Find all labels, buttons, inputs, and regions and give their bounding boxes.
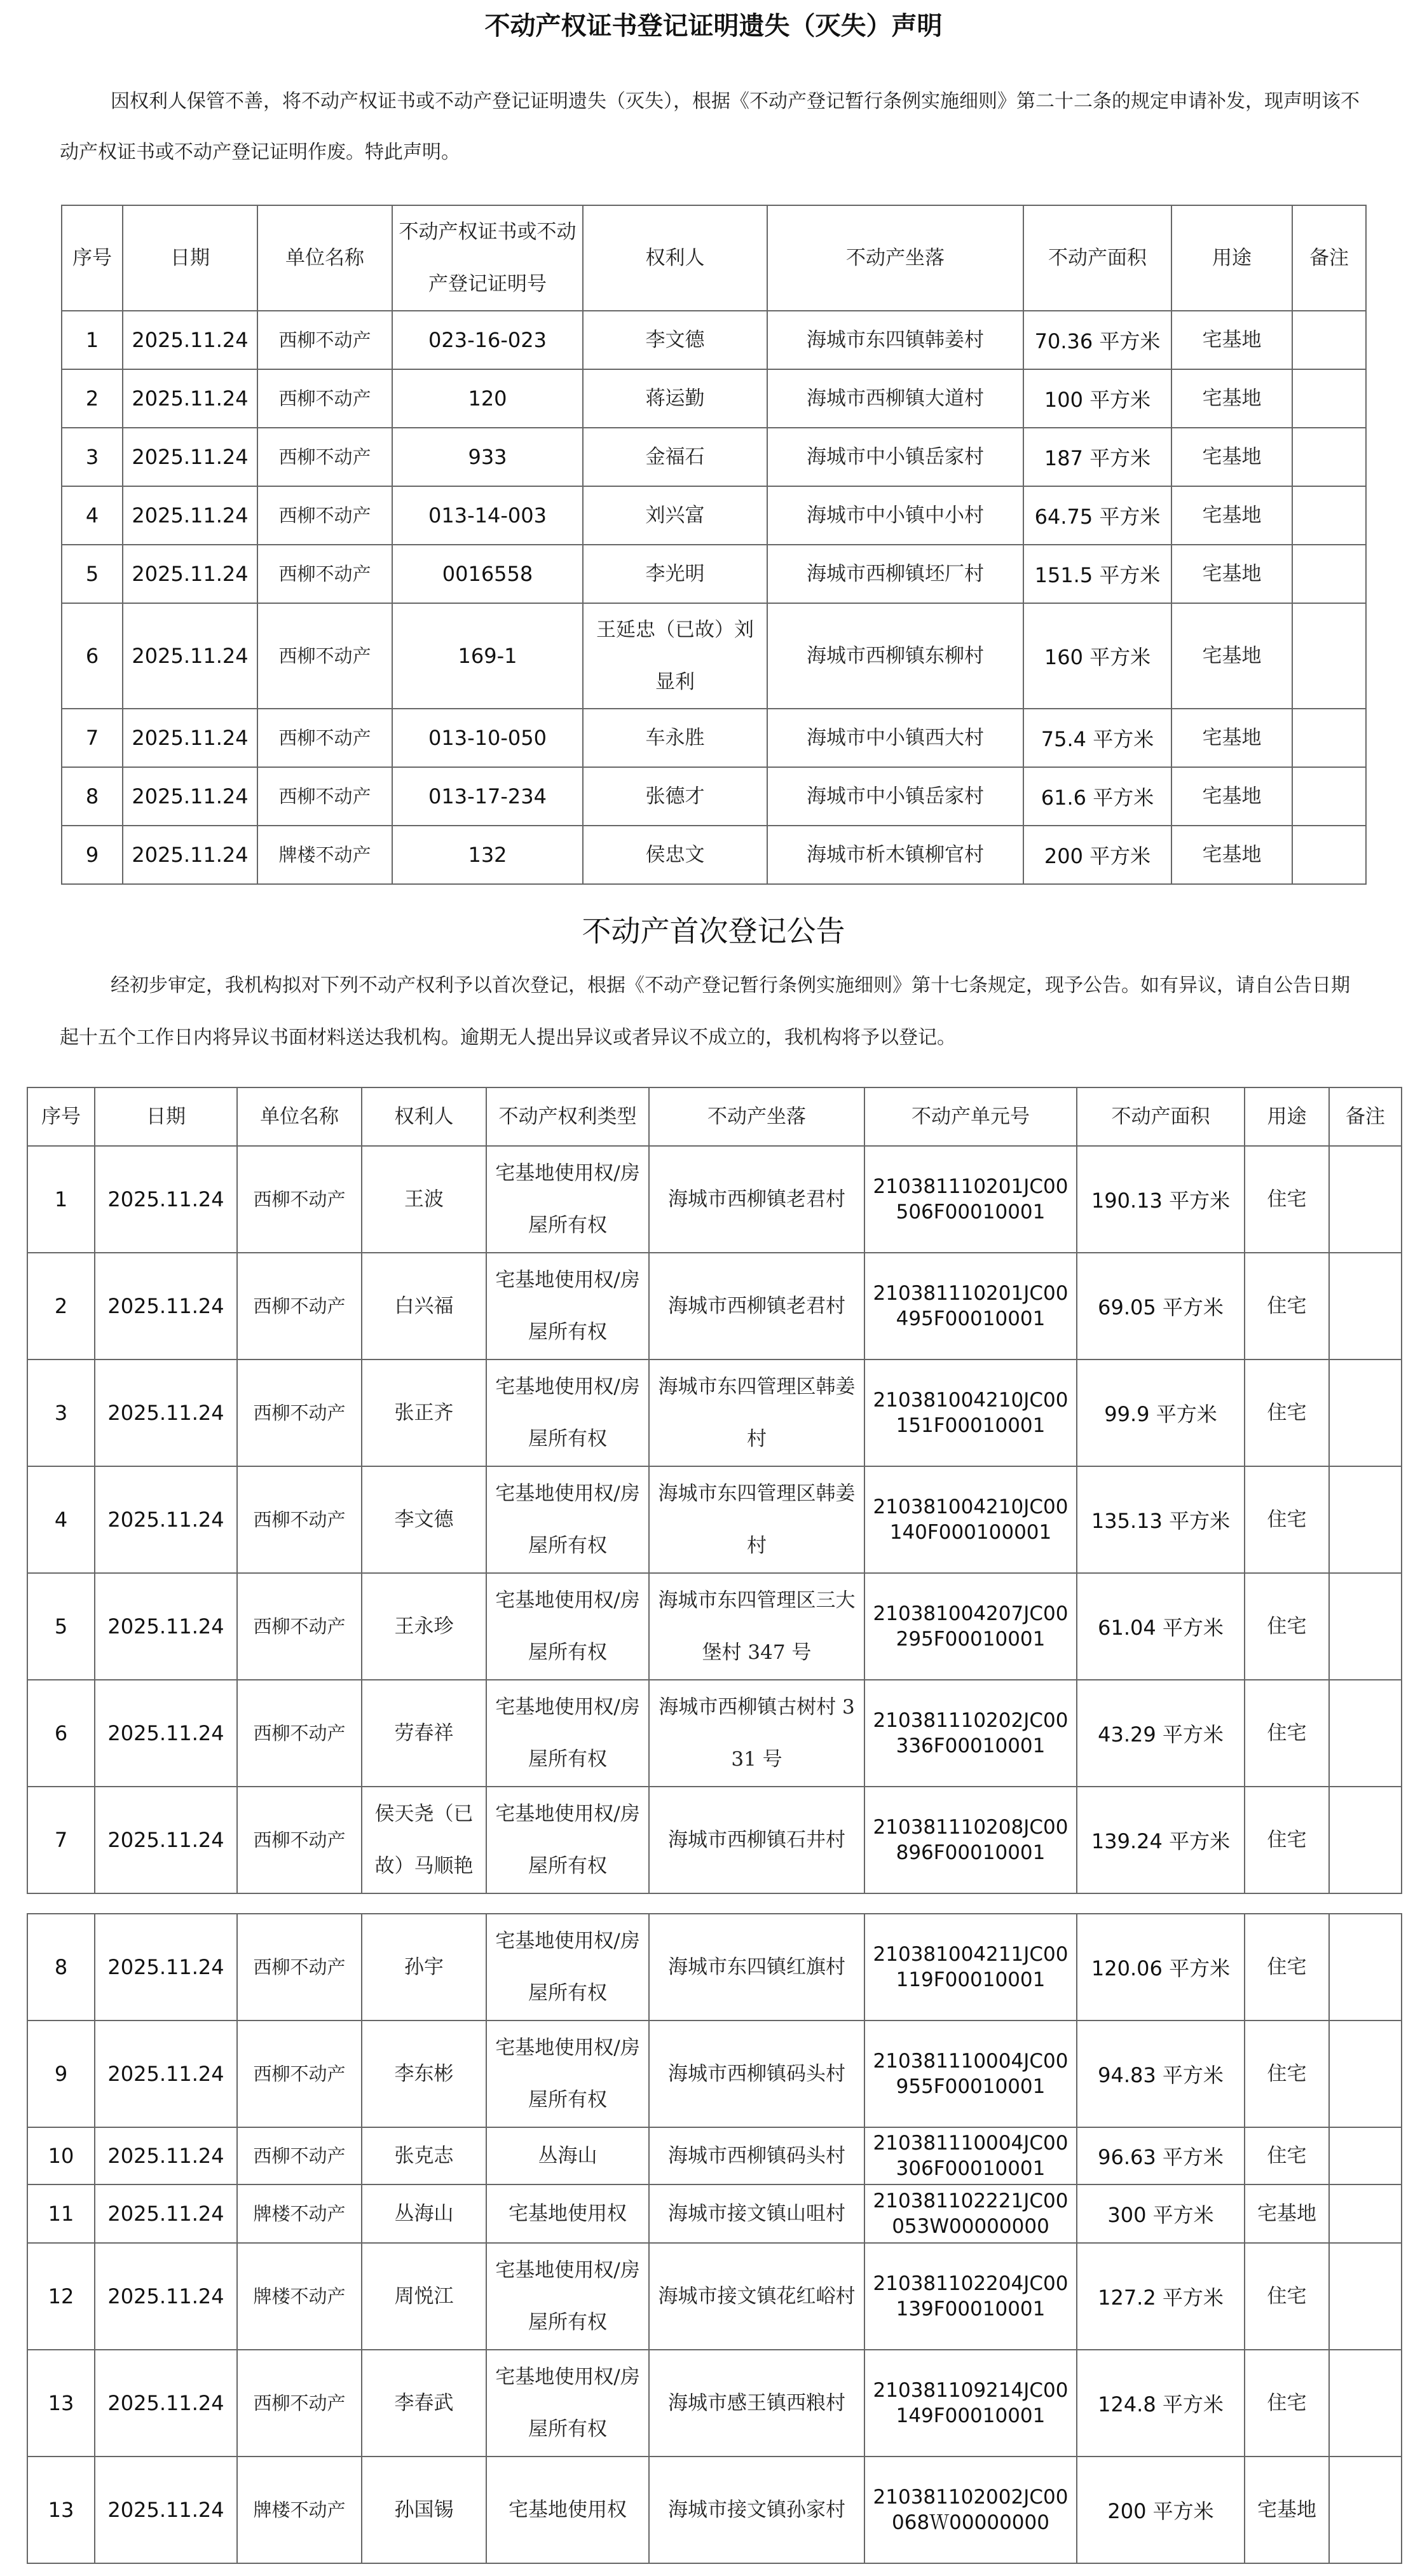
row-area: 124.8 平方米	[1077, 2350, 1245, 2457]
row-cert-number: 132	[392, 826, 583, 884]
row-date: 2025.11.24	[123, 428, 257, 486]
row-location: 海城市中小镇中小村	[767, 486, 1023, 545]
row-no: 8	[62, 767, 123, 826]
row-cert-number: 120	[392, 369, 583, 428]
row-right-type: 宅基地使用权/房屋所有权	[486, 1466, 649, 1573]
row-use: 宅基地	[1171, 603, 1292, 709]
row-area: 61.04 平方米	[1077, 1573, 1245, 1680]
declaration-row	[62, 826, 1366, 884]
row-use: 住宅	[1245, 1360, 1329, 1466]
row-location: 海城市西柳镇东柳村	[767, 603, 1023, 709]
announcement-row	[27, 1360, 1402, 1466]
header-cert: 不动产权证书或不动产登记证明号	[392, 205, 583, 311]
row-unit: 西柳不动产	[257, 545, 392, 603]
row-unit-number: 210381102002JC00068Ｗ00000000	[864, 2457, 1077, 2563]
row-location: 海城市感王镇西粮村	[649, 2350, 864, 2457]
row-date: 2025.11.24	[95, 1466, 237, 1573]
row-area: 160 平方米	[1023, 603, 1171, 709]
row-unit: 西柳不动产	[257, 767, 392, 826]
row-unit: 西柳不动产	[237, 2021, 362, 2127]
row-no: 9	[62, 826, 123, 884]
row-unit: 牌楼不动产	[237, 2457, 362, 2563]
row-no: 9	[27, 2021, 95, 2127]
declaration-row	[62, 545, 1366, 603]
row-use: 住宅	[1245, 1680, 1329, 1787]
row-note	[1329, 1466, 1402, 1573]
row-right-type: 宅基地使用权/房屋所有权	[486, 2021, 649, 2127]
row-unit-number: 210381109214JC00149F00010001	[864, 2350, 1077, 2457]
row-use: 住宅	[1245, 2350, 1329, 2457]
row-use: 宅基地	[1171, 369, 1292, 428]
row-unit-number: 210381004210JC00140F000100001	[864, 1466, 1077, 1573]
row-location: 海城市析木镇柳官村	[767, 826, 1023, 884]
row-holder: 丛海山	[362, 2184, 486, 2243]
row-holder: 张德才	[583, 767, 767, 826]
row-date: 2025.11.24	[95, 2184, 237, 2243]
announcement-row	[27, 1914, 1402, 2021]
row-no: 2	[62, 369, 123, 428]
row-holder: 刘兴富	[583, 486, 767, 545]
row-area: 99.9 平方米	[1077, 1360, 1245, 1466]
row-use: 住宅	[1245, 2243, 1329, 2350]
row-date: 2025.11.24	[123, 603, 257, 709]
announcement-row	[27, 1466, 1402, 1573]
row-use: 宅基地	[1245, 2184, 1329, 2243]
row-right-type: 丛海山	[486, 2127, 649, 2184]
row-note	[1329, 1360, 1402, 1466]
row-unit-number: 210381004211JC00119F00010001	[864, 1914, 1077, 2021]
row-use: 宅基地	[1171, 709, 1292, 767]
row-date: 2025.11.24	[95, 2457, 237, 2563]
declaration-row	[62, 486, 1366, 545]
row-date: 2025.11.24	[95, 2243, 237, 2350]
row-use: 住宅	[1245, 1466, 1329, 1573]
row-no: 10	[27, 2127, 95, 2184]
row-location: 海城市西柳镇石井村	[649, 1787, 864, 1893]
row-use: 宅基地	[1245, 2457, 1329, 2563]
row-holder: 李文德	[583, 311, 767, 369]
row-unit: 西柳不动产	[237, 1466, 362, 1573]
row-note	[1329, 1914, 1402, 2021]
row-unit: 西柳不动产	[257, 709, 392, 767]
header-use: 用途	[1171, 205, 1292, 311]
row-use: 住宅	[1245, 1146, 1329, 1253]
row-date: 2025.11.24	[95, 1360, 237, 1466]
row-no: 4	[27, 1466, 95, 1573]
row-use: 宅基地	[1171, 428, 1292, 486]
row-holder: 王延忠（已故）刘显利	[583, 603, 767, 709]
declaration-header-row	[62, 205, 1366, 311]
row-note	[1292, 709, 1366, 767]
row-right-type: 宅基地使用权/房屋所有权	[486, 1787, 649, 1893]
row-date: 2025.11.24	[95, 1914, 237, 2021]
row-date: 2025.11.24	[123, 311, 257, 369]
row-unit: 西柳不动产	[237, 1680, 362, 1787]
row-use: 宅基地	[1171, 545, 1292, 603]
row-note	[1329, 1787, 1402, 1893]
row-location: 海城市中小镇西大村	[767, 709, 1023, 767]
header-unit: 单位名称	[237, 1087, 362, 1146]
announcement-row	[27, 1680, 1402, 1787]
announcement-intro: 经初步审定，我机构拟对下列不动产权利予以首次登记，根据《不动产登记暂行条例实施细则》第十七条规定，现予公告。如有异议，请自公告日期起十五个工作日内将异议书面材料送达我机构。逾期无人提出异议或者异议不成立的，我机构将予以登记。	[60, 974, 1350, 1049]
row-unit: 西柳不动产	[257, 486, 392, 545]
header-holder: 权利人	[583, 205, 767, 311]
row-cert-number: 013-14-003	[392, 486, 583, 545]
row-location: 海城市西柳镇大道村	[767, 369, 1023, 428]
row-holder: 李东彬	[362, 2021, 486, 2127]
row-right-type: 宅基地使用权/房屋所有权	[486, 1680, 649, 1787]
row-holder: 蒋运勤	[583, 369, 767, 428]
row-note	[1329, 2021, 1402, 2127]
row-area: 94.83 平方米	[1077, 2021, 1245, 2127]
row-date: 2025.11.24	[123, 709, 257, 767]
row-location: 海城市接文镇山咀村	[649, 2184, 864, 2243]
row-date: 2025.11.24	[95, 2350, 237, 2457]
row-cert-number: 0016558	[392, 545, 583, 603]
row-holder: 张克志	[362, 2127, 486, 2184]
row-use: 宅基地	[1171, 767, 1292, 826]
row-unit: 西柳不动产	[237, 1360, 362, 1466]
row-use: 住宅	[1245, 1573, 1329, 1680]
row-note	[1292, 369, 1366, 428]
row-unit-number: 210381004210JC00151F00010001	[864, 1360, 1077, 1466]
row-holder: 孙国锡	[362, 2457, 486, 2563]
header-location: 不动产坐落	[649, 1087, 864, 1146]
row-date: 2025.11.24	[95, 1146, 237, 1253]
row-location: 海城市东四镇红旗村	[649, 1914, 864, 2021]
announcement-row	[27, 2184, 1402, 2243]
announcement-row	[27, 2350, 1402, 2457]
row-date: 2025.11.24	[123, 767, 257, 826]
row-area: 200 平方米	[1077, 2457, 1245, 2563]
row-unit: 西柳不动产	[257, 428, 392, 486]
row-location: 海城市中小镇岳家村	[767, 767, 1023, 826]
announcement-row	[27, 2457, 1402, 2563]
row-location: 海城市东四管理区韩姜村	[649, 1466, 864, 1573]
header-holder: 权利人	[362, 1087, 486, 1146]
row-right-type: 宅基地使用权/房屋所有权	[486, 1914, 649, 2021]
row-date: 2025.11.24	[123, 369, 257, 428]
row-location: 海城市东四管理区三大堡村 347 号	[649, 1573, 864, 1680]
header-note: 备注	[1292, 205, 1366, 311]
row-note	[1329, 2350, 1402, 2457]
row-cert-number: 169-1	[392, 603, 583, 709]
header-date: 日期	[123, 205, 257, 311]
row-unit: 西柳不动产	[257, 369, 392, 428]
row-right-type: 宅基地使用权	[486, 2457, 649, 2563]
row-no: 11	[27, 2184, 95, 2243]
header-date: 日期	[95, 1087, 237, 1146]
row-unit: 牌楼不动产	[237, 2243, 362, 2350]
header-no: 序号	[62, 205, 123, 311]
header-unit-no: 不动产单元号	[864, 1087, 1077, 1146]
row-unit-number: 210381110004JC00955F00010001	[864, 2021, 1077, 2127]
row-location: 海城市中小镇岳家村	[767, 428, 1023, 486]
row-unit: 西柳不动产	[257, 603, 392, 709]
row-no: 7	[62, 709, 123, 767]
header-note: 备注	[1329, 1087, 1402, 1146]
row-holder: 侯忠文	[583, 826, 767, 884]
row-location: 海城市西柳镇码头村	[649, 2021, 864, 2127]
row-note	[1292, 545, 1366, 603]
row-holder: 劳春祥	[362, 1680, 486, 1787]
row-holder: 王永珍	[362, 1573, 486, 1680]
row-unit: 西柳不动产	[237, 1573, 362, 1680]
row-holder: 张正齐	[362, 1360, 486, 1466]
row-area: 61.6 平方米	[1023, 767, 1171, 826]
row-area: 120.06 平方米	[1077, 1914, 1245, 2021]
row-location: 海城市西柳镇老君村	[649, 1146, 864, 1253]
row-holder: 白兴福	[362, 1253, 486, 1360]
row-unit: 西柳不动产	[237, 1787, 362, 1893]
row-note	[1329, 1253, 1402, 1360]
row-cert-number: 023-16-023	[392, 311, 583, 369]
row-right-type: 宅基地使用权/房屋所有权	[486, 2243, 649, 2350]
announcement-title: 不动产首次登记公告	[582, 914, 845, 948]
announcement-row	[27, 1573, 1402, 1680]
row-note	[1292, 486, 1366, 545]
row-unit: 西柳不动产	[237, 1914, 362, 2021]
declaration-intro: 因权利人保管不善，将不动产权证书或不动产登记证明遗失（灭失），根据《不动产登记暂行条例实施细则》第二十二条的规定申请补发，现声明该不动产权证书或不动产登记证明作废。特此声明。	[60, 90, 1360, 163]
announcement-table	[27, 1087, 1402, 1894]
row-unit: 西柳不动产	[257, 311, 392, 369]
row-cert-number: 013-10-050	[392, 709, 583, 767]
announcement-table-continued	[27, 1913, 1402, 2564]
row-unit: 西柳不动产	[237, 1146, 362, 1253]
row-area: 127.2 平方米	[1077, 2243, 1245, 2350]
row-note	[1329, 2243, 1402, 2350]
row-no: 6	[27, 1680, 95, 1787]
row-location: 海城市西柳镇老君村	[649, 1253, 864, 1360]
row-unit-number: 210381110201JC00506F00010001	[864, 1146, 1077, 1253]
row-area: 139.24 平方米	[1077, 1787, 1245, 1893]
row-date: 2025.11.24	[123, 486, 257, 545]
row-no: 13	[27, 2457, 95, 2563]
row-area: 43.29 平方米	[1077, 1680, 1245, 1787]
row-holder: 周悦江	[362, 2243, 486, 2350]
header-use: 用途	[1245, 1087, 1329, 1146]
row-unit: 西柳不动产	[237, 1253, 362, 1360]
row-unit: 牌楼不动产	[237, 2184, 362, 2243]
declaration-row	[62, 369, 1366, 428]
row-note	[1292, 428, 1366, 486]
row-unit-number: 210381110202JC00336F00010001	[864, 1680, 1077, 1787]
row-date: 2025.11.24	[123, 826, 257, 884]
declaration-row	[62, 311, 1366, 369]
row-cert-number: 933	[392, 428, 583, 486]
row-holder: 王波	[362, 1146, 486, 1253]
row-unit: 牌楼不动产	[257, 826, 392, 884]
row-no: 1	[62, 311, 123, 369]
row-note	[1329, 2457, 1402, 2563]
row-holder: 李文德	[362, 1466, 486, 1573]
row-unit-number: 210381102204JC00139F00010001	[864, 2243, 1077, 2350]
row-holder: 李光明	[583, 545, 767, 603]
row-no: 12	[27, 2243, 95, 2350]
row-area: 300 平方米	[1077, 2184, 1245, 2243]
row-right-type: 宅基地使用权/房屋所有权	[486, 2350, 649, 2457]
row-location: 海城市东四镇韩姜村	[767, 311, 1023, 369]
row-unit-number: 210381110201JC00495F00010001	[864, 1253, 1077, 1360]
row-no: 7	[27, 1787, 95, 1893]
row-area: 190.13 平方米	[1077, 1146, 1245, 1253]
row-no: 3	[27, 1360, 95, 1466]
row-use: 住宅	[1245, 1914, 1329, 2021]
row-right-type: 宅基地使用权/房屋所有权	[486, 1253, 649, 1360]
announcement-header-row	[27, 1087, 1402, 1146]
row-no: 4	[62, 486, 123, 545]
announcement-row	[27, 1787, 1402, 1893]
row-area: 96.63 平方米	[1077, 2127, 1245, 2184]
header-area: 不动产面积	[1023, 205, 1171, 311]
row-area: 100 平方米	[1023, 369, 1171, 428]
row-holder: 李春武	[362, 2350, 486, 2457]
row-note	[1292, 603, 1366, 709]
row-use: 住宅	[1245, 1787, 1329, 1893]
row-note	[1329, 1573, 1402, 1680]
row-note	[1329, 2127, 1402, 2184]
row-holder: 金福石	[583, 428, 767, 486]
row-use: 宅基地	[1171, 826, 1292, 884]
row-location: 海城市西柳镇码头村	[649, 2127, 864, 2184]
row-area: 187 平方米	[1023, 428, 1171, 486]
header-area: 不动产面积	[1077, 1087, 1245, 1146]
row-location: 海城市接文镇孙家村	[649, 2457, 864, 2563]
row-date: 2025.11.24	[95, 1787, 237, 1893]
declaration-row	[62, 603, 1366, 709]
row-cert-number: 013-17-234	[392, 767, 583, 826]
header-location: 不动产坐落	[767, 205, 1023, 311]
row-note	[1329, 1146, 1402, 1253]
announcement-row	[27, 1146, 1402, 1253]
announcement-row	[27, 2127, 1402, 2184]
declaration-table	[61, 205, 1367, 885]
row-use: 住宅	[1245, 2127, 1329, 2184]
row-holder: 侯天尧（已故）马顺艳	[362, 1787, 486, 1893]
row-area: 70.36 平方米	[1023, 311, 1171, 369]
row-use: 宅基地	[1171, 486, 1292, 545]
row-area: 151.5 平方米	[1023, 545, 1171, 603]
row-date: 2025.11.24	[95, 1573, 237, 1680]
row-unit: 西柳不动产	[237, 2350, 362, 2457]
announcement-row	[27, 2243, 1402, 2350]
row-unit-number: 210381102221JC00053W00000000	[864, 2184, 1077, 2243]
header-unit: 单位名称	[257, 205, 392, 311]
row-note	[1329, 1680, 1402, 1787]
row-use: 住宅	[1245, 2021, 1329, 2127]
row-unit: 西柳不动产	[237, 2127, 362, 2184]
header-type: 不动产权利类型	[486, 1087, 649, 1146]
row-no: 6	[62, 603, 123, 709]
announcement-row	[27, 1253, 1402, 1360]
row-area: 135.13 平方米	[1077, 1466, 1245, 1573]
row-location: 海城市东四管理区韩姜村	[649, 1360, 864, 1466]
declaration-row	[62, 428, 1366, 486]
row-right-type: 宅基地使用权/房屋所有权	[486, 1146, 649, 1253]
row-holder: 孙宇	[362, 1914, 486, 2021]
row-note	[1292, 826, 1366, 884]
row-area: 64.75 平方米	[1023, 486, 1171, 545]
row-no: 1	[27, 1146, 95, 1253]
row-location: 海城市西柳镇古树村 331 号	[649, 1680, 864, 1787]
row-unit-number: 210381004207JC00295F00010001	[864, 1573, 1077, 1680]
row-note	[1292, 311, 1366, 369]
row-holder: 车永胜	[583, 709, 767, 767]
header-no: 序号	[27, 1087, 95, 1146]
row-no: 5	[27, 1573, 95, 1680]
row-date: 2025.11.24	[95, 2021, 237, 2127]
row-right-type: 宅基地使用权	[486, 2184, 649, 2243]
row-unit-number: 210381110208JC00896F00010001	[864, 1787, 1077, 1893]
row-date: 2025.11.24	[95, 2127, 237, 2184]
declaration-row	[62, 767, 1366, 826]
row-location: 海城市西柳镇坯厂村	[767, 545, 1023, 603]
row-no: 2	[27, 1253, 95, 1360]
declaration-row	[62, 709, 1366, 767]
row-right-type: 宅基地使用权/房屋所有权	[486, 1573, 649, 1680]
row-area: 69.05 平方米	[1077, 1253, 1245, 1360]
row-area: 200 平方米	[1023, 826, 1171, 884]
declaration-title: 不动产权证书登记证明遗失（灭失）声明	[484, 11, 943, 41]
row-no: 5	[62, 545, 123, 603]
row-date: 2025.11.24	[95, 1253, 237, 1360]
row-unit-number: 210381110004JC00306F00010001	[864, 2127, 1077, 2184]
row-area: 75.4 平方米	[1023, 709, 1171, 767]
row-use: 宅基地	[1171, 311, 1292, 369]
row-no: 8	[27, 1914, 95, 2021]
row-no: 3	[62, 428, 123, 486]
row-date: 2025.11.24	[123, 545, 257, 603]
row-location: 海城市接文镇花红峪村	[649, 2243, 864, 2350]
row-right-type: 宅基地使用权/房屋所有权	[486, 1360, 649, 1466]
row-note	[1292, 767, 1366, 826]
row-note	[1329, 2184, 1402, 2243]
row-no: 13	[27, 2350, 95, 2457]
announcement-row	[27, 2021, 1402, 2127]
row-date: 2025.11.24	[95, 1680, 237, 1787]
row-use: 住宅	[1245, 1253, 1329, 1360]
